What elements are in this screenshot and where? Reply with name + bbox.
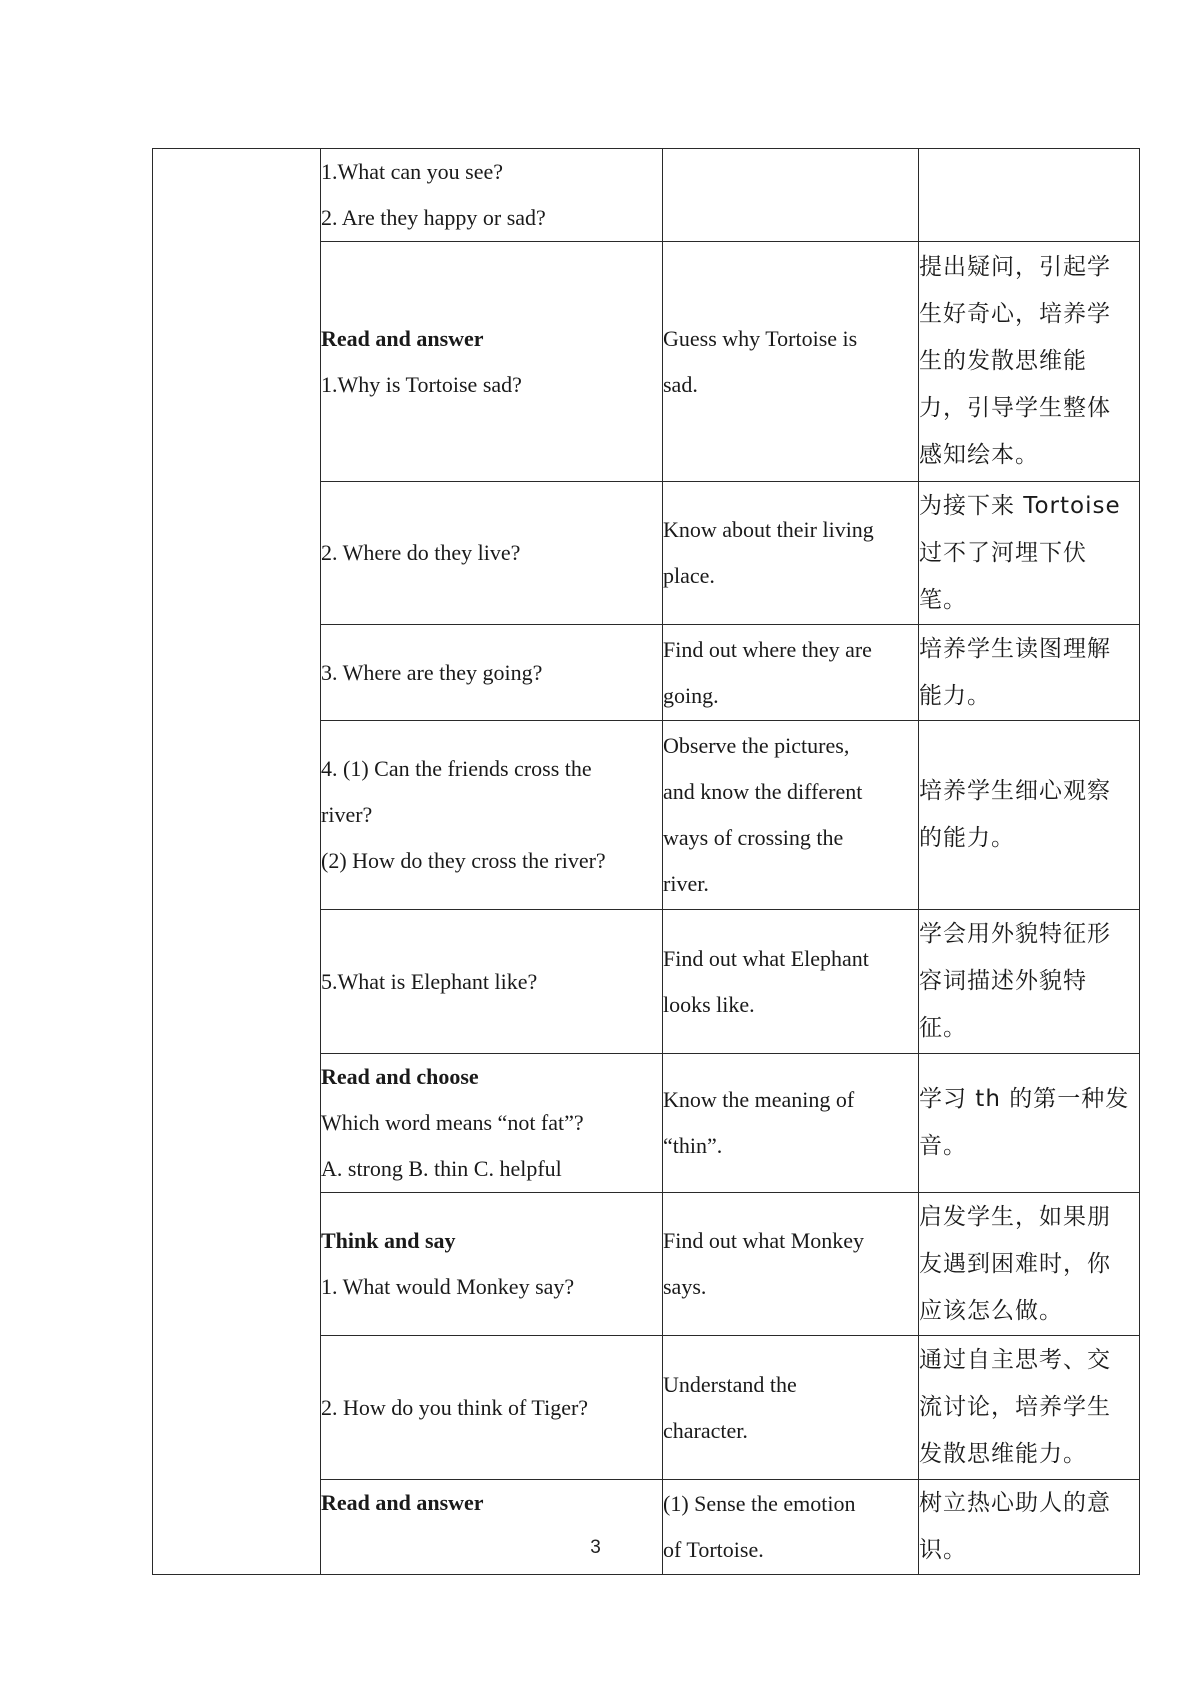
activity-text: going. — [663, 682, 719, 708]
section-heading: Read and answer — [321, 325, 484, 351]
page-number: 3 — [590, 1537, 601, 1558]
activity-text: of Tortoise. — [663, 1537, 764, 1562]
step-column-cell — [153, 149, 321, 1575]
purpose-cell — [919, 1193, 1140, 1336]
activity-text: “thin”. — [663, 1133, 723, 1158]
section-heading: Think and say — [321, 1228, 456, 1253]
question-text: A. strong B. thin C. helpful — [321, 1156, 562, 1181]
activity-text: looks like. — [663, 991, 755, 1017]
purpose-text: 树立热心助人的意 — [919, 1490, 1111, 1516]
section-heading: Read and choose — [321, 1064, 479, 1089]
purpose-text: 生的发散思维能 — [919, 348, 1087, 374]
purpose-text: 培养学生读图理解 — [919, 635, 1111, 662]
question-cell — [321, 1480, 663, 1575]
question-text: 5.What is Elephant like? — [321, 968, 538, 994]
activity-text: Find out what Elephant — [663, 945, 869, 971]
question-cell — [321, 149, 663, 242]
activity-cell — [663, 482, 919, 625]
activity-text: Know about their living — [663, 517, 874, 542]
activity-text: ways of crossing the — [663, 825, 844, 850]
question-text: 4. (1) Can the friends cross the — [321, 756, 592, 781]
question-text: 3. Where are they going? — [321, 659, 543, 685]
section-heading: Read and answer — [321, 1490, 484, 1515]
activity-text: and know the different — [663, 779, 863, 804]
activity-cell — [663, 910, 919, 1054]
purpose-cell — [919, 1054, 1140, 1193]
purpose-text: 友遇到困难时，你 — [919, 1250, 1111, 1277]
purpose-text: 容词描述外貌特 — [919, 968, 1087, 994]
purpose-text: 征。 — [919, 1015, 967, 1041]
question-cell — [321, 242, 663, 482]
purpose-text: 识。 — [919, 1537, 967, 1563]
activity-cell — [663, 1480, 919, 1575]
purpose-text: 的能力。 — [919, 825, 1015, 851]
activity-text: river. — [663, 871, 709, 896]
purpose-text: 生好奇心，培养学 — [919, 301, 1111, 327]
purpose-text: 学习 th 的第一种发 — [919, 1086, 1130, 1112]
activity-cell — [663, 625, 919, 721]
purpose-text: 能力。 — [919, 682, 991, 709]
purpose-text: 学会用外貌特征形 — [919, 921, 1111, 947]
purpose-text: 提出疑问，引起学 — [919, 254, 1111, 280]
question-cell — [321, 625, 663, 721]
activity-text: Observe the pictures, — [663, 733, 850, 758]
question-text: (2) How do they cross the river? — [321, 848, 606, 873]
activity-text: Know the meaning of — [663, 1087, 855, 1112]
purpose-cell — [919, 149, 1140, 242]
question-cell — [321, 721, 663, 910]
question-text: 2. How do you think of Tiger? — [321, 1394, 589, 1420]
question-cell — [321, 482, 663, 625]
activity-text: Find out what Monkey — [663, 1228, 865, 1253]
purpose-cell — [919, 910, 1140, 1054]
purpose-cell — [919, 1336, 1140, 1480]
activity-cell — [663, 149, 919, 242]
purpose-cell — [919, 721, 1140, 910]
question-text: Which word means “not fat”? — [321, 1110, 584, 1135]
activity-text: Understand the — [663, 1371, 797, 1397]
activity-text: character. — [663, 1417, 748, 1443]
activity-text: place. — [663, 563, 715, 588]
purpose-cell — [919, 1480, 1140, 1575]
question-text: 2. Are they happy or sad? — [321, 205, 546, 230]
purpose-text: 启发学生，如果朋 — [919, 1203, 1111, 1230]
purpose-cell — [919, 242, 1140, 482]
activity-cell — [663, 721, 919, 910]
activity-cell — [663, 1336, 919, 1480]
purpose-text: 发散思维能力。 — [919, 1441, 1087, 1467]
activity-text: Guess why Tortoise is — [663, 325, 858, 351]
activity-cell — [663, 1054, 919, 1193]
lesson-plan-table — [152, 148, 1140, 1575]
question-cell — [321, 1193, 663, 1336]
question-text: 1.What can you see? — [321, 159, 504, 184]
purpose-cell — [919, 625, 1140, 721]
question-text: 2. Where do they live? — [321, 540, 521, 565]
question-cell — [321, 1054, 663, 1193]
question-cell — [321, 1336, 663, 1480]
purpose-text: 力，引导学生整体 — [919, 395, 1111, 421]
question-text: river? — [321, 802, 373, 827]
table-row — [153, 149, 1140, 242]
purpose-text: 感知绘本。 — [919, 442, 1039, 468]
question-text: 1. What would Monkey say? — [321, 1274, 575, 1299]
purpose-text: 音。 — [919, 1133, 967, 1159]
activity-text: says. — [663, 1274, 707, 1299]
activity-cell — [663, 242, 919, 482]
purpose-text: 通过自主思考、交 — [919, 1347, 1111, 1373]
purpose-text: 过不了河埋下伏 — [919, 539, 1087, 566]
purpose-cell — [919, 482, 1140, 625]
activity-cell — [663, 1193, 919, 1336]
purpose-text: 为接下来 Tortoise — [919, 492, 1121, 519]
purpose-text: 应该怎么做。 — [919, 1297, 1063, 1324]
activity-text: Find out where they are — [663, 636, 872, 662]
question-text: 1.Why is Tortoise sad? — [321, 371, 522, 397]
purpose-text: 流讨论，培养学生 — [919, 1394, 1111, 1420]
purpose-text: 笔。 — [919, 586, 967, 613]
question-cell — [321, 910, 663, 1054]
activity-text: (1) Sense the emotion — [663, 1491, 856, 1516]
purpose-text: 培养学生细心观察 — [919, 778, 1111, 804]
activity-text: sad. — [663, 371, 698, 397]
